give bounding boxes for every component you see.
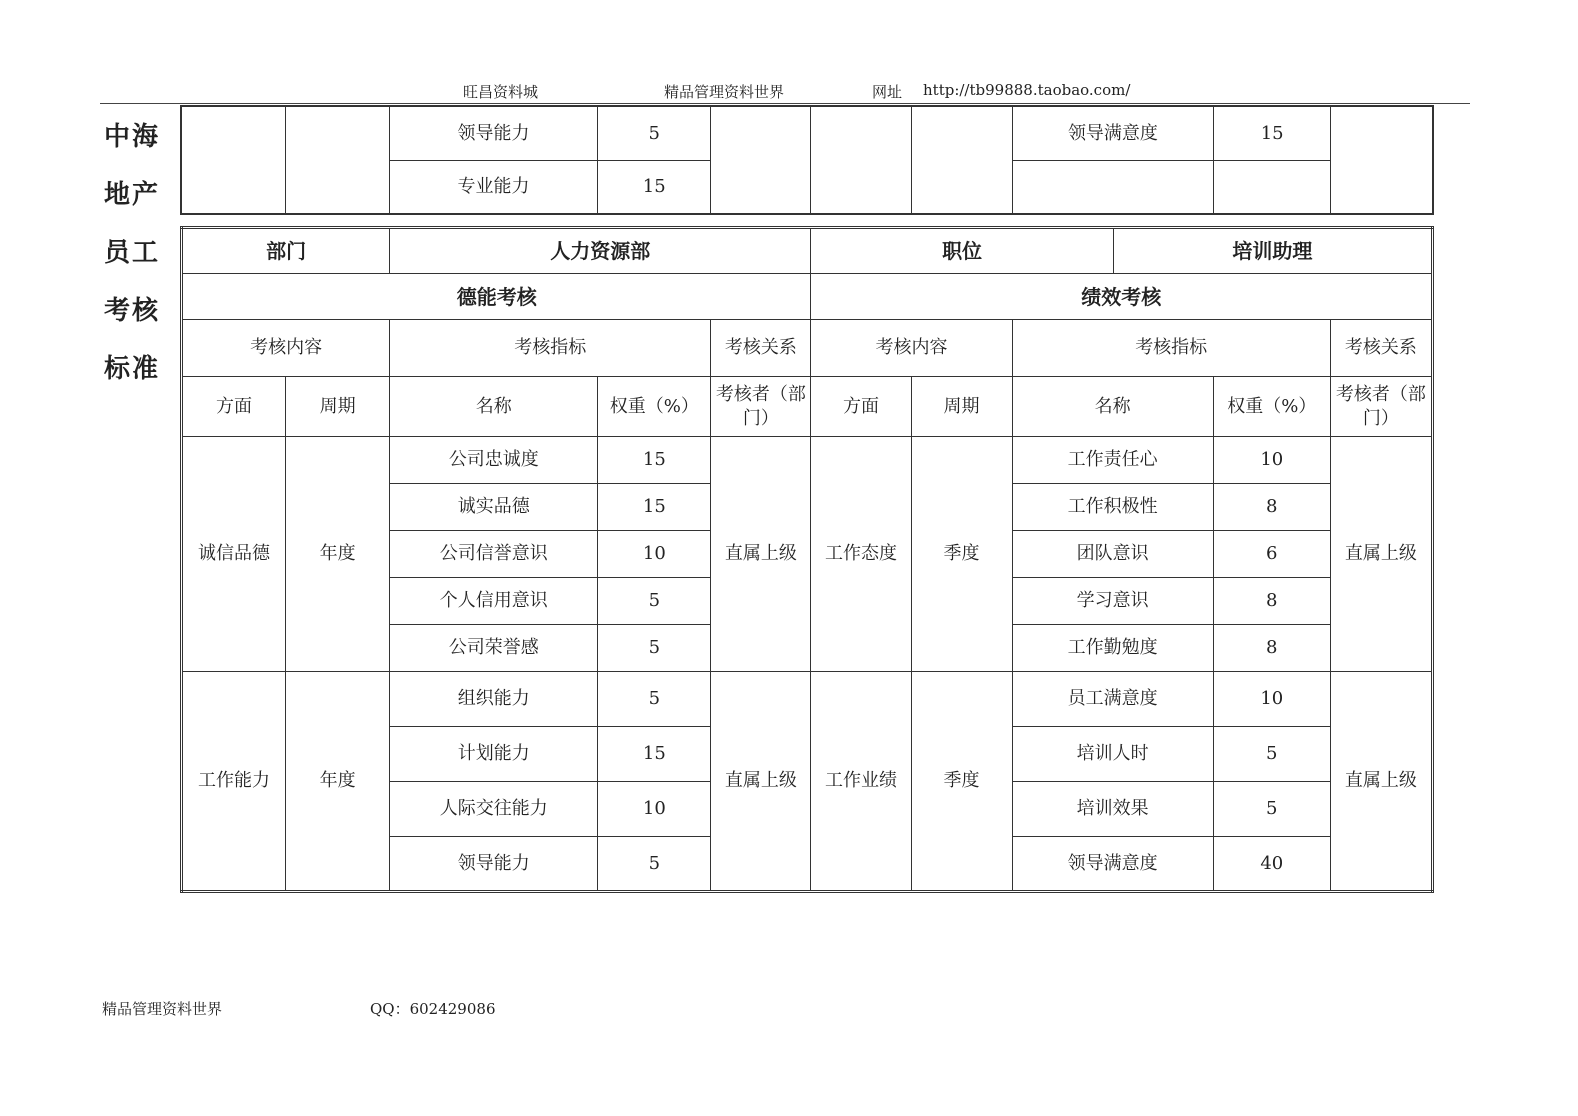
de-name-header: 名称 [390,377,598,437]
prev-ji-name [1012,160,1213,214]
group2-ji-period: 季度 [911,672,1012,892]
table-row-de-weight: 5 [598,837,711,892]
ji-content-header: 考核内容 [811,320,1012,377]
dept-label: 部门 [182,228,390,274]
prev-ji-aspect-cell [811,106,911,214]
header-shop-name: 旺昌资料城 [463,83,539,101]
table-row-de-name: 领导能力 [390,837,598,892]
group1-ji-relation: 直属上级 [1330,437,1432,672]
de-aspect-header: 方面 [182,377,286,437]
table-row-de-name: 公司忠诚度 [390,437,598,484]
de-index-header: 考核指标 [390,320,711,377]
table-row-ji-name: 工作积极性 [1012,484,1213,531]
table-row-ji-weight: 5 [1213,782,1330,837]
prev-ji-weight: 15 [1214,106,1331,160]
table-row-de-name: 诚实品德 [390,484,598,531]
side-title-line-5: 标准 [104,354,161,384]
previous-table-fragment [180,105,1434,215]
prev-de-name: 专业能力 [389,160,597,214]
header-divider [100,103,1470,104]
table-row-ji-weight: 5 [1213,727,1330,782]
table-row-de-name: 公司信誉意识 [390,531,598,578]
table-row-ji-name: 团队意识 [1012,531,1213,578]
de-period-header: 周期 [286,377,390,437]
table-row-ji-name: 学习意识 [1012,578,1213,625]
prev-ji-weight [1214,160,1331,214]
group1-ji-period: 季度 [911,437,1012,672]
group2-de-period: 年度 [286,672,390,892]
side-title-line-2: 地产 [104,180,161,210]
ji-assessor-header: 考核者（部门） [1330,377,1432,437]
prev-de-name: 领导能力 [389,106,597,160]
ji-index-header: 考核指标 [1012,320,1330,377]
table-row-de-weight: 5 [598,578,711,625]
footer-qq: QQ：602429086 [370,1000,496,1018]
table-row-ji-name: 领导满意度 [1012,837,1213,892]
section-ji-header: 绩效考核 [811,274,1433,320]
table-row-de-name: 公司荣誉感 [390,625,598,672]
group2-ji-aspect: 工作业绩 [811,672,911,892]
side-title-line-4: 考核 [104,296,161,326]
prev-aspect-cell [181,106,285,214]
table-row-de-name: 个人信用意识 [390,578,598,625]
table-row-ji-name: 培训效果 [1012,782,1213,837]
table-row-ji-name: 工作勤勉度 [1012,625,1213,672]
table-row-ji-weight: 8 [1213,578,1330,625]
position-label: 职位 [811,228,1113,274]
prev-de-weight: 15 [598,160,711,214]
table-row-ji-weight: 40 [1213,837,1330,892]
header-world-name: 精品管理资料世界 [664,83,785,101]
position-value: 培训助理 [1113,228,1432,274]
prev-period-cell [285,106,389,214]
table-row-de-weight: 15 [598,484,711,531]
group2-ji-relation: 直属上级 [1330,672,1432,892]
assessment-table [180,226,1434,893]
side-title-line-1: 中海 [104,122,161,152]
table-row-de-weight: 10 [598,531,711,578]
table-row-ji-name: 培训人时 [1012,727,1213,782]
table-row-ji-weight: 6 [1213,531,1330,578]
table-row-de-weight: 15 [598,437,711,484]
header-url-label: 网址 [872,83,903,101]
group1-ji-aspect: 工作态度 [811,437,911,672]
table-row-ji-name: 工作责任心 [1012,437,1213,484]
table-row-de-weight: 5 [598,672,711,727]
table-row-de-weight: 5 [598,625,711,672]
ji-period-header: 周期 [911,377,1012,437]
section-de-header: 德能考核 [182,274,811,320]
prev-de-relation-cell [711,106,811,214]
table-row-de-weight: 10 [598,782,711,837]
group1-de-relation: 直属上级 [711,437,811,672]
prev-ji-name: 领导满意度 [1012,106,1213,160]
group1-de-period: 年度 [286,437,390,672]
de-content-header: 考核内容 [182,320,390,377]
table-row-ji-name: 员工满意度 [1012,672,1213,727]
table-row-ji-weight: 8 [1213,625,1330,672]
ji-aspect-header: 方面 [811,377,911,437]
footer-world-name: 精品管理资料世界 [102,1000,223,1018]
prev-ji-period-cell [911,106,1012,214]
de-assessor-header: 考核者（部门） [711,377,811,437]
table-row-de-name: 组织能力 [390,672,598,727]
group2-de-relation: 直属上级 [711,672,811,892]
dept-value: 人力资源部 [390,228,811,274]
table-row-de-name: 计划能力 [390,727,598,782]
table-row-ji-weight: 10 [1213,672,1330,727]
ji-weight-header: 权重（%） [1213,377,1330,437]
header-url[interactable]: http://tb99888.taobao.com/ [923,81,1131,99]
de-relation-header: 考核关系 [711,320,811,377]
group2-de-aspect: 工作能力 [182,672,286,892]
prev-ji-relation-cell [1331,106,1433,214]
table-row-ji-weight: 8 [1213,484,1330,531]
prev-de-weight: 5 [598,106,711,160]
table-row-ji-weight: 10 [1213,437,1330,484]
de-weight-header: 权重（%） [598,377,711,437]
side-title-line-3: 员工 [104,238,161,268]
table-row-de-name: 人际交往能力 [390,782,598,837]
group1-de-aspect: 诚信品德 [182,437,286,672]
ji-relation-header: 考核关系 [1330,320,1432,377]
table-row-de-weight: 15 [598,727,711,782]
ji-name-header: 名称 [1012,377,1213,437]
